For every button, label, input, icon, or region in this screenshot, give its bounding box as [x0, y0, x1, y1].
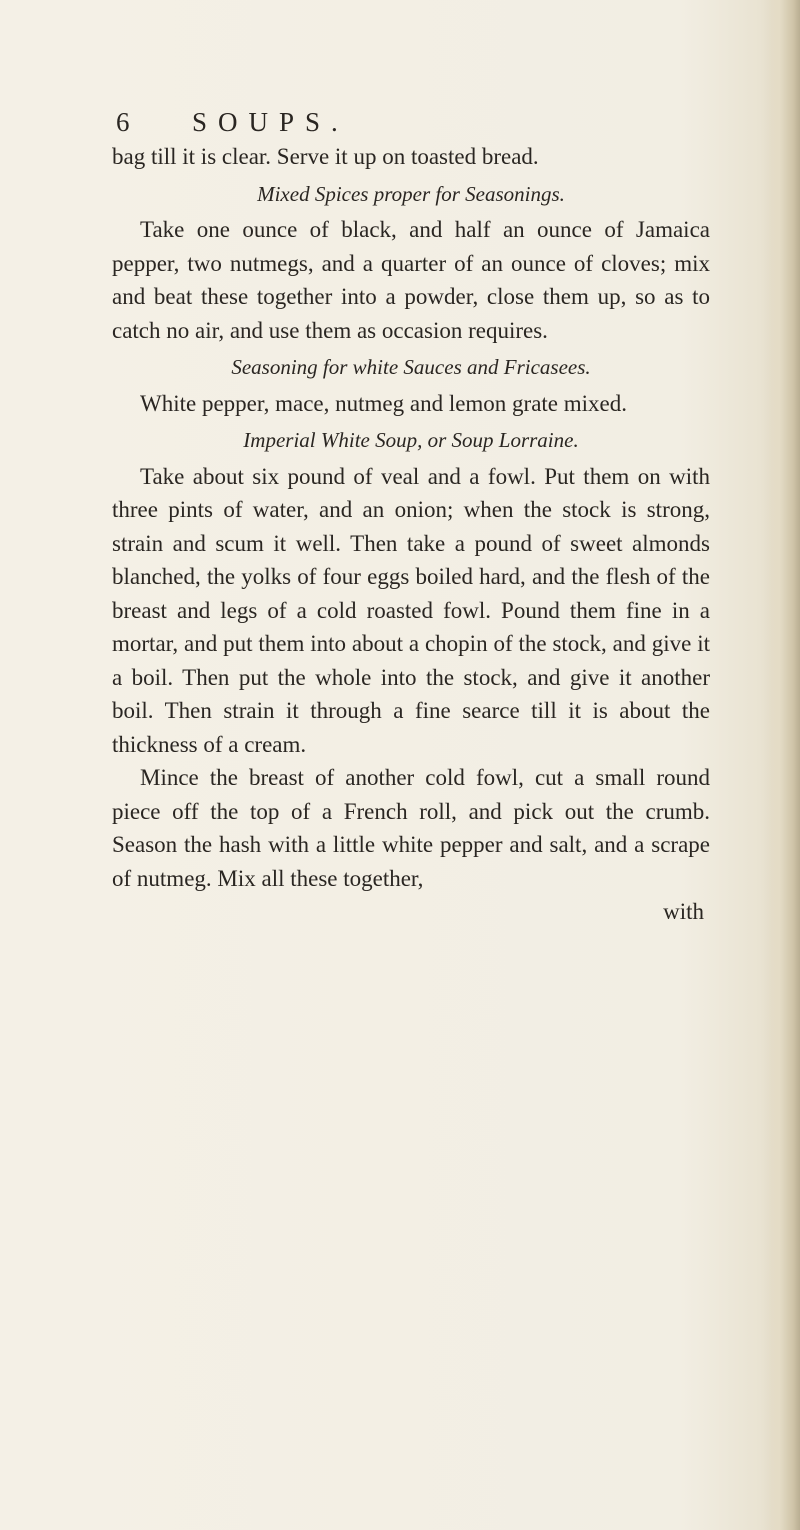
- page-body: [112, 140, 710, 929]
- section-heading-spices: Mixed Spices proper for Seasonings.: [257, 181, 565, 206]
- section-body-imperial-soup-continued: Mince the breast of another cold fowl, cut a small round piece off the top of a French roll, and pick out the crumb. Season the hash with a little white pepper and salt, and a scrape of nutmeg. Mix all these together,: [112, 765, 710, 891]
- page-edge-shadow: [766, 0, 800, 1530]
- running-title: SOUPS.: [192, 107, 349, 137]
- section-heading-seasoning: Seasoning for white Sauces and Fricasees.: [231, 355, 591, 379]
- section-heading-imperial-soup: Imperial White Soup, or Soup Lorraine.: [243, 428, 579, 452]
- section-body-seasoning: White pepper, mace, nutmeg and lemon grate mixed.: [140, 390, 628, 416]
- section-body-spices: Take one ounce of black, and half an ounce of Jamaica pepper, two nutmegs, and a quarter of an ounce of cloves; mix and beat these together into a powder, close them up, so as to catch no air, and use them as occasion requires.: [112, 217, 710, 343]
- intro-paragraph: bag till it is clear. Serve it up on toasted bread.: [112, 144, 539, 169]
- catchword: with: [663, 899, 704, 924]
- section-body-imperial-soup: Take about six pound of veal and a fowl. Put them on with three pints of water, and an onion; when the stock is strong, strain and scum it well. Then take a pound of sweet almonds blanched, the yolks of four eggs boiled hard, and the flesh of the breast and legs of a cold roasted fowl. Pound them fine in a mortar, and put them into about a chopin of the stock, and give it a boil. Then put the whole into the stock, and give it another boil. Then strain it through a fine searce till it is about the thickness of a cream.: [112, 463, 710, 757]
- page-number: 6: [116, 107, 130, 137]
